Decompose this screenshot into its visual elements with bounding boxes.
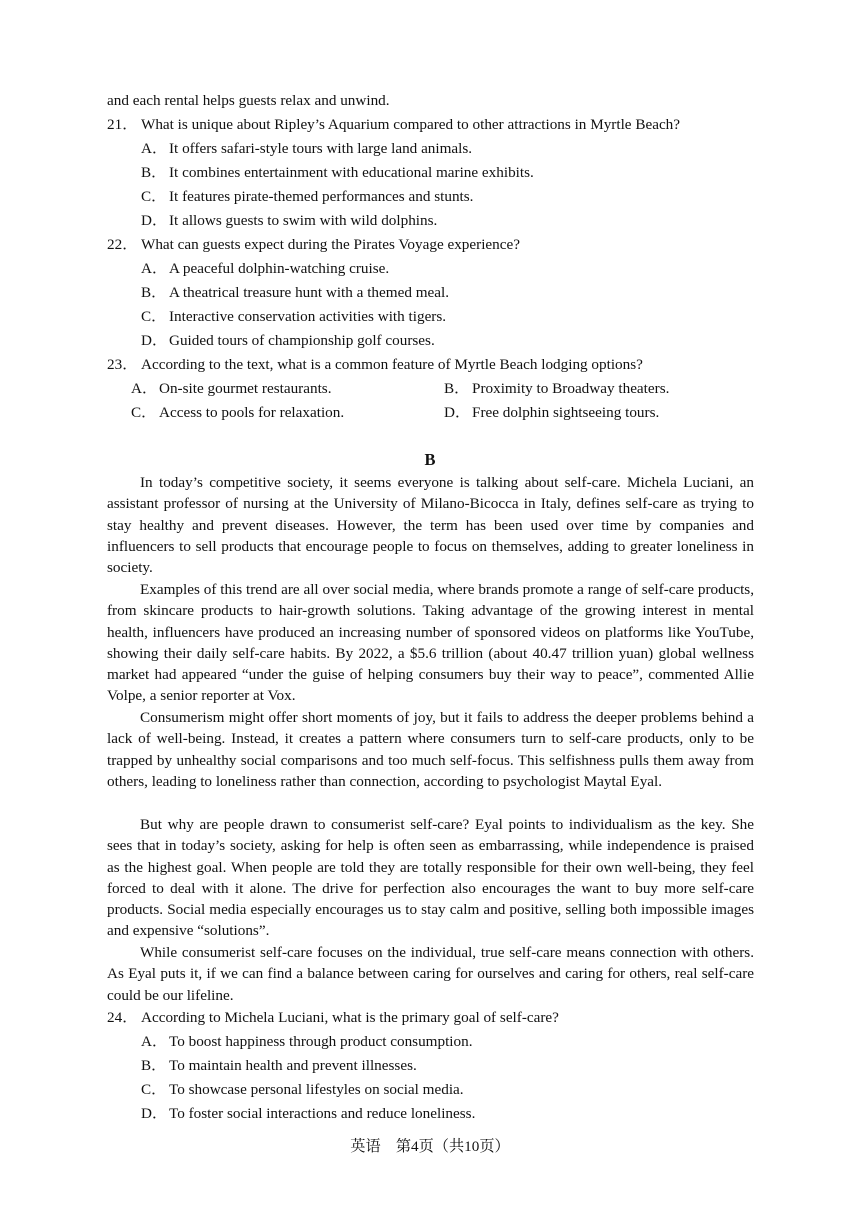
option-text: To foster social interactions and reduce loneliness. [169,1105,476,1122]
page-footer: 英语 第4页（共10页） [350,1138,510,1155]
question-number: 24． [107,1009,138,1026]
option-letter: C． [141,308,167,325]
option-letter: D． [141,1105,168,1122]
option-22a [141,259,389,279]
option-letter: B． [141,1057,167,1074]
section-heading: B [424,450,436,469]
option-letter: A． [141,1033,168,1050]
option-text: It allows guests to swim with wild dolphins. [169,212,438,229]
option-21c [141,187,473,207]
passage-paragraph-3: Consumerism might offer short moments of joy, but it fails to address the deeper problems behind a lack of well-being. Instead, it creates a pattern where consumers turn to self-care products, only to be trapped by unhealthy social comparisons and too much self-focus. This selfishness pulls them away from others, leading to loneliness rather than connection, according to psychologist Maytal Eyal. [107,709,754,790]
option-22c [141,307,446,327]
option-text: It combines entertainment with educational marine exhibits. [169,164,534,181]
passage-paragraph-2: Examples of this trend are all over social media, where brands promote a range of self-care products, from skincare products to hair-growth solutions. Taking advantage of the growing interest in mental health, influencers have produced an increasing number of sponsored videos on platforms like YouTube, showing their daily self-care habits. By 2022, a $5.6 trillion (about 40.47 trillion yuan) global wellness market had appeared “under the guise of helping consumers buy their way to peace”, commented Allie Volpe, a senior reporter at Vox. [107,581,754,705]
option-23c [131,403,344,423]
option-text: It offers safari-style tours with large land animals. [169,140,473,157]
question-number: 21． [107,116,138,133]
option-23a [131,379,332,399]
question-stem: According to the text, what is a common feature of Myrtle Beach lodging options? [141,356,643,373]
question-number: 22． [107,236,138,253]
option-24d [141,1104,475,1124]
option-21a [141,139,472,159]
passage-paragraph-5: While consumerist self-care focuses on the individual, true self-care means connection with others. As Eyal puts it, if we can find a balance between caring for ourselves and caring for others, real self-care could be our lifeline. [107,944,754,1004]
option-text: A peaceful dolphin-watching cruise. [169,260,390,277]
option-24b [141,1056,417,1076]
option-text: To boost happiness through product consumption. [169,1033,473,1050]
option-letter: C． [141,188,167,205]
option-letter: A． [131,380,158,397]
option-24a [141,1032,473,1052]
option-text: Interactive conservation activities with tigers. [169,308,447,325]
option-22b [141,283,449,303]
question-stem: According to Michela Luciani, what is the primary goal of self-care? [141,1009,559,1026]
option-letter: D． [444,404,471,421]
option-letter: D． [141,212,168,229]
passage-paragraph-1: In today’s competitive society, it seems everyone is talking about self-care. Michela Luciani, an assistant professor of nursing at the University of Milano-Bicocca in Italy, defines self-care as trying to stay healthy and prevent diseases. However, the term has been used over time by companies and influencers to sell products that encourage people to focus on themselves, adding to greater loneliness in society. [107,474,754,577]
option-text: Free dolphin sightseeing tours. [472,404,660,421]
option-letter: D． [141,332,168,349]
option-text: To maintain health and prevent illnesses. [169,1057,417,1074]
option-text: Access to pools for relaxation. [159,404,345,421]
option-text: On-site gourmet restaurants. [159,380,332,397]
option-24c [141,1080,464,1100]
option-letter: B． [141,164,167,181]
question-22 [107,235,520,255]
option-text: A theatrical treasure hunt with a themed meal. [169,284,450,301]
question-23 [107,355,643,375]
option-letter: B． [444,380,470,397]
option-21b [141,163,534,183]
option-text: Guided tours of championship golf courses. [169,332,435,349]
option-letter: A． [141,140,168,157]
question-stem: What can guests expect during the Pirates Voyage experience? [141,236,520,253]
question-21 [107,115,680,135]
option-text: It features pirate-themed performances and stunts. [169,188,474,205]
option-23b [444,379,669,399]
option-letter: C． [141,1081,167,1098]
option-23d [444,403,659,423]
option-21d [141,211,437,231]
option-letter: C． [131,404,157,421]
option-letter: A． [141,260,168,277]
option-text: To showcase personal lifestyles on social media. [169,1081,464,1098]
question-24 [107,1008,559,1028]
option-text: Proximity to Broadway theaters. [472,380,670,397]
passage-paragraph-4: But why are people drawn to consumerist self-care? Eyal points to individualism as the key. She sees that in today’s society, asking for help is often seen as embarrassing, while independence is praised as the highest goal. When people are told they are totally responsible for their own well-being, they feel forced to deal with it alone. The drive for perfection also encourages the want to buy more self-care products. Social media especially encourages us to stay calm and positive, selling both impossible images and expensive “solutions”. [107,816,754,940]
option-letter: B． [141,284,167,301]
question-number: 23． [107,356,138,373]
option-22d [141,331,435,351]
question-stem: What is unique about Ripley’s Aquarium compared to other attractions in Myrtle Beach? [141,116,681,133]
carryover-text: and each rental helps guests relax and unwind. [107,92,390,109]
